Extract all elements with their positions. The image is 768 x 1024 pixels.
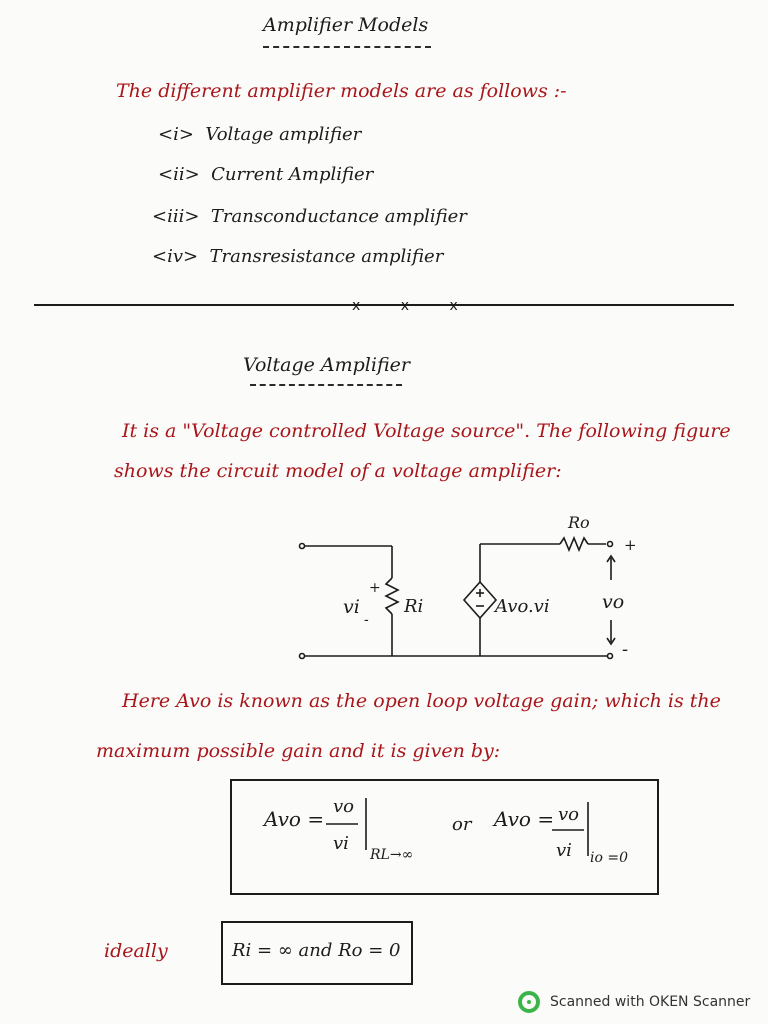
output-terminal-bottom	[608, 654, 613, 659]
section-title-underline	[250, 384, 402, 386]
formula-condition-2: io =0	[590, 850, 628, 866]
scanner-text: Scanned with OKEN Scanner	[550, 994, 751, 1010]
formula-lhs-2: Avo =	[494, 807, 555, 831]
input-plus-sign: +	[369, 580, 381, 596]
output-resistor-symbol	[560, 538, 588, 550]
input-terminal-bottom	[300, 654, 305, 659]
input-voltage-label: vi	[343, 596, 360, 618]
output-minus-sign: -	[622, 639, 629, 660]
explanation-line-2: maximum possible gain and it is given by:	[96, 740, 501, 762]
explanation-line-1: Here Avo is known as the open loop voltage gain; which is the	[122, 690, 721, 712]
list-item	[158, 164, 373, 185]
formula-denominator-1: vi	[333, 833, 349, 854]
formula-denominator-2: vi	[556, 840, 572, 861]
list-item	[158, 124, 361, 145]
input-terminal-top	[300, 544, 305, 549]
formula-condition-1: RL→∞	[370, 847, 414, 863]
list-item-marker: <iii>	[152, 206, 200, 227]
voltage-amplifier-circuit	[0, 500, 768, 700]
gain-formula	[0, 776, 768, 896]
page-title: Amplifier Models	[263, 14, 429, 36]
description-line-2: shows the circuit model of a voltage amplifier:	[114, 460, 562, 482]
input-resistance-label: Ri	[404, 596, 424, 617]
list-item-label: Voltage amplifier	[205, 124, 362, 145]
formula-numerator-2: vo	[558, 804, 580, 825]
list-item	[152, 246, 443, 267]
title-underline	[263, 46, 431, 48]
ideal-conditions: Ri = ∞ and Ro = 0	[232, 940, 401, 961]
formula-or: or	[452, 814, 472, 835]
section-title: Voltage Amplifier	[243, 354, 410, 376]
scanner-logo-icon	[518, 991, 540, 1013]
output-terminal-top	[608, 542, 613, 547]
list-item-label: Transresistance amplifier	[209, 246, 444, 267]
input-minus-sign: -	[364, 612, 369, 628]
list-item	[152, 206, 467, 227]
output-plus-sign: +	[624, 536, 637, 554]
dependent-source-label: Avo.vi	[495, 596, 550, 617]
formula-lhs-1: Avo =	[264, 807, 325, 831]
description-line-1: It is a "Voltage controlled Voltage source". The following figure	[122, 420, 731, 442]
ideal-label: ideally	[104, 940, 168, 962]
list-item-marker: <iv>	[152, 246, 199, 267]
divider-marks: x x x	[352, 298, 476, 314]
output-resistance-label: Ro	[568, 513, 590, 532]
list-item-marker: <ii>	[158, 164, 200, 185]
intro-text: The different amplifier models are as follows :-	[116, 80, 567, 102]
dependent-source-symbol	[464, 582, 496, 618]
list-item-marker: <i>	[158, 124, 194, 145]
scanner-watermark	[518, 990, 750, 1014]
input-resistor-symbol	[386, 578, 398, 614]
output-voltage-label: vo	[602, 591, 625, 613]
list-item-label: Transconductance amplifier	[210, 206, 467, 227]
list-item-label: Current Amplifier	[211, 164, 374, 185]
formula-numerator-1: vo	[333, 796, 355, 817]
